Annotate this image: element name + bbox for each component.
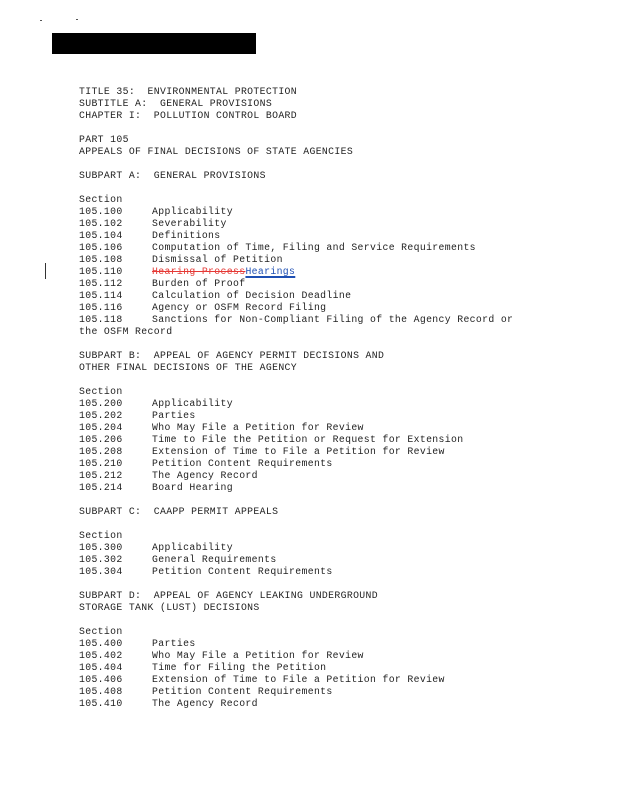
section-number: 105.400 — [79, 638, 123, 649]
section-title: Who May File a Petition for Review — [152, 422, 364, 433]
section-number: 105.108 — [79, 254, 123, 265]
subpart-d-heading-cont: STORAGE TANK (LUST) DECISIONS — [79, 602, 260, 613]
inserted-text: Hearings — [245, 266, 296, 277]
subpart-a-heading: SUBPART A: GENERAL PROVISIONS — [79, 170, 266, 181]
section-number: 105.208 — [79, 446, 123, 457]
section-title: Parties — [152, 638, 196, 649]
section-label: Section — [79, 626, 123, 637]
section-number: 105.102 — [79, 218, 123, 229]
section-title-continuation: the OSFM Record — [79, 326, 173, 337]
section-title-revised — [152, 266, 295, 278]
section-title: Agency or OSFM Record Filing — [152, 302, 327, 313]
subpart-b-heading-cont: OTHER FINAL DECISIONS OF THE AGENCY — [79, 362, 298, 373]
part-number: PART 105 — [79, 134, 129, 145]
part-title: APPEALS OF FINAL DECISIONS OF STATE AGENCIES — [79, 146, 354, 157]
subpart-b-heading: SUBPART B: APPEAL OF AGENCY PERMIT DECISIONS AND — [79, 350, 385, 361]
revision-change-bar — [45, 263, 46, 279]
subpart-c-heading: SUBPART C: CAAPP PERMIT APPEALS — [79, 506, 279, 517]
section-title: The Agency Record — [152, 698, 258, 709]
section-title: Parties — [152, 410, 196, 421]
section-number: 105.304 — [79, 566, 123, 577]
section-title: Sanctions for Non-Compliant Filing of the Agency Record or — [152, 314, 514, 325]
section-title: Board Hearing — [152, 482, 233, 493]
section-title: Time for Filing the Petition — [152, 662, 327, 673]
section-number: 105.202 — [79, 410, 123, 421]
section-number: 105.404 — [79, 662, 123, 673]
deleted-text: Hearing Process — [152, 266, 246, 277]
section-label: Section — [79, 530, 123, 541]
redaction-bar — [52, 33, 256, 54]
section-number: 105.206 — [79, 434, 123, 445]
section-title: Applicability — [152, 542, 233, 553]
section-number: 105.104 — [79, 230, 123, 241]
section-title: The Agency Record — [152, 470, 258, 481]
subtitle-line: SUBTITLE A: GENERAL PROVISIONS — [79, 98, 273, 109]
section-title: Burden of Proof — [152, 278, 246, 289]
section-title: Definitions — [152, 230, 221, 241]
section-number: 105.106 — [79, 242, 123, 253]
section-number: 105.300 — [79, 542, 123, 553]
section-title: Petition Content Requirements — [152, 458, 333, 469]
section-title: Who May File a Petition for Review — [152, 650, 364, 661]
section-title: Applicability — [152, 206, 233, 217]
subpart-d-heading: SUBPART D: APPEAL OF AGENCY LEAKING UNDERGROUND — [79, 590, 378, 601]
section-label: Section — [79, 386, 123, 397]
section-label: Section — [79, 194, 123, 205]
scan-speck — [40, 20, 42, 21]
section-number: 105.214 — [79, 482, 123, 493]
section-number: 105.408 — [79, 686, 123, 697]
section-title: Calculation of Decision Deadline — [152, 290, 352, 301]
section-title: Petition Content Requirements — [152, 686, 333, 697]
section-number: 105.110 — [79, 266, 123, 277]
section-number: 105.118 — [79, 314, 123, 325]
section-number: 105.112 — [79, 278, 123, 289]
section-title: Computation of Time, Filing and Service Requirements — [152, 242, 476, 253]
section-number: 105.210 — [79, 458, 123, 469]
scan-speck — [76, 19, 78, 20]
section-number: 105.200 — [79, 398, 123, 409]
section-number: 105.116 — [79, 302, 123, 313]
section-number: 105.100 — [79, 206, 123, 217]
section-title: Extension of Time to File a Petition for Review — [152, 446, 445, 457]
section-number: 105.114 — [79, 290, 123, 301]
section-title: General Requirements — [152, 554, 277, 565]
chapter-line: CHAPTER I: POLLUTION CONTROL BOARD — [79, 110, 298, 121]
title-line: TITLE 35: ENVIRONMENTAL PROTECTION — [79, 86, 298, 97]
section-title: Time to File the Petition or Request for Extension — [152, 434, 464, 445]
section-number: 105.212 — [79, 470, 123, 481]
section-title: Dismissal of Petition — [152, 254, 283, 265]
section-number: 105.406 — [79, 674, 123, 685]
section-title: Severability — [152, 218, 227, 229]
section-title: Petition Content Requirements — [152, 566, 333, 577]
section-title: Applicability — [152, 398, 233, 409]
section-title: Extension of Time to File a Petition for Review — [152, 674, 445, 685]
section-number: 105.204 — [79, 422, 123, 433]
section-number: 105.302 — [79, 554, 123, 565]
section-number: 105.410 — [79, 698, 123, 709]
section-number: 105.402 — [79, 650, 123, 661]
